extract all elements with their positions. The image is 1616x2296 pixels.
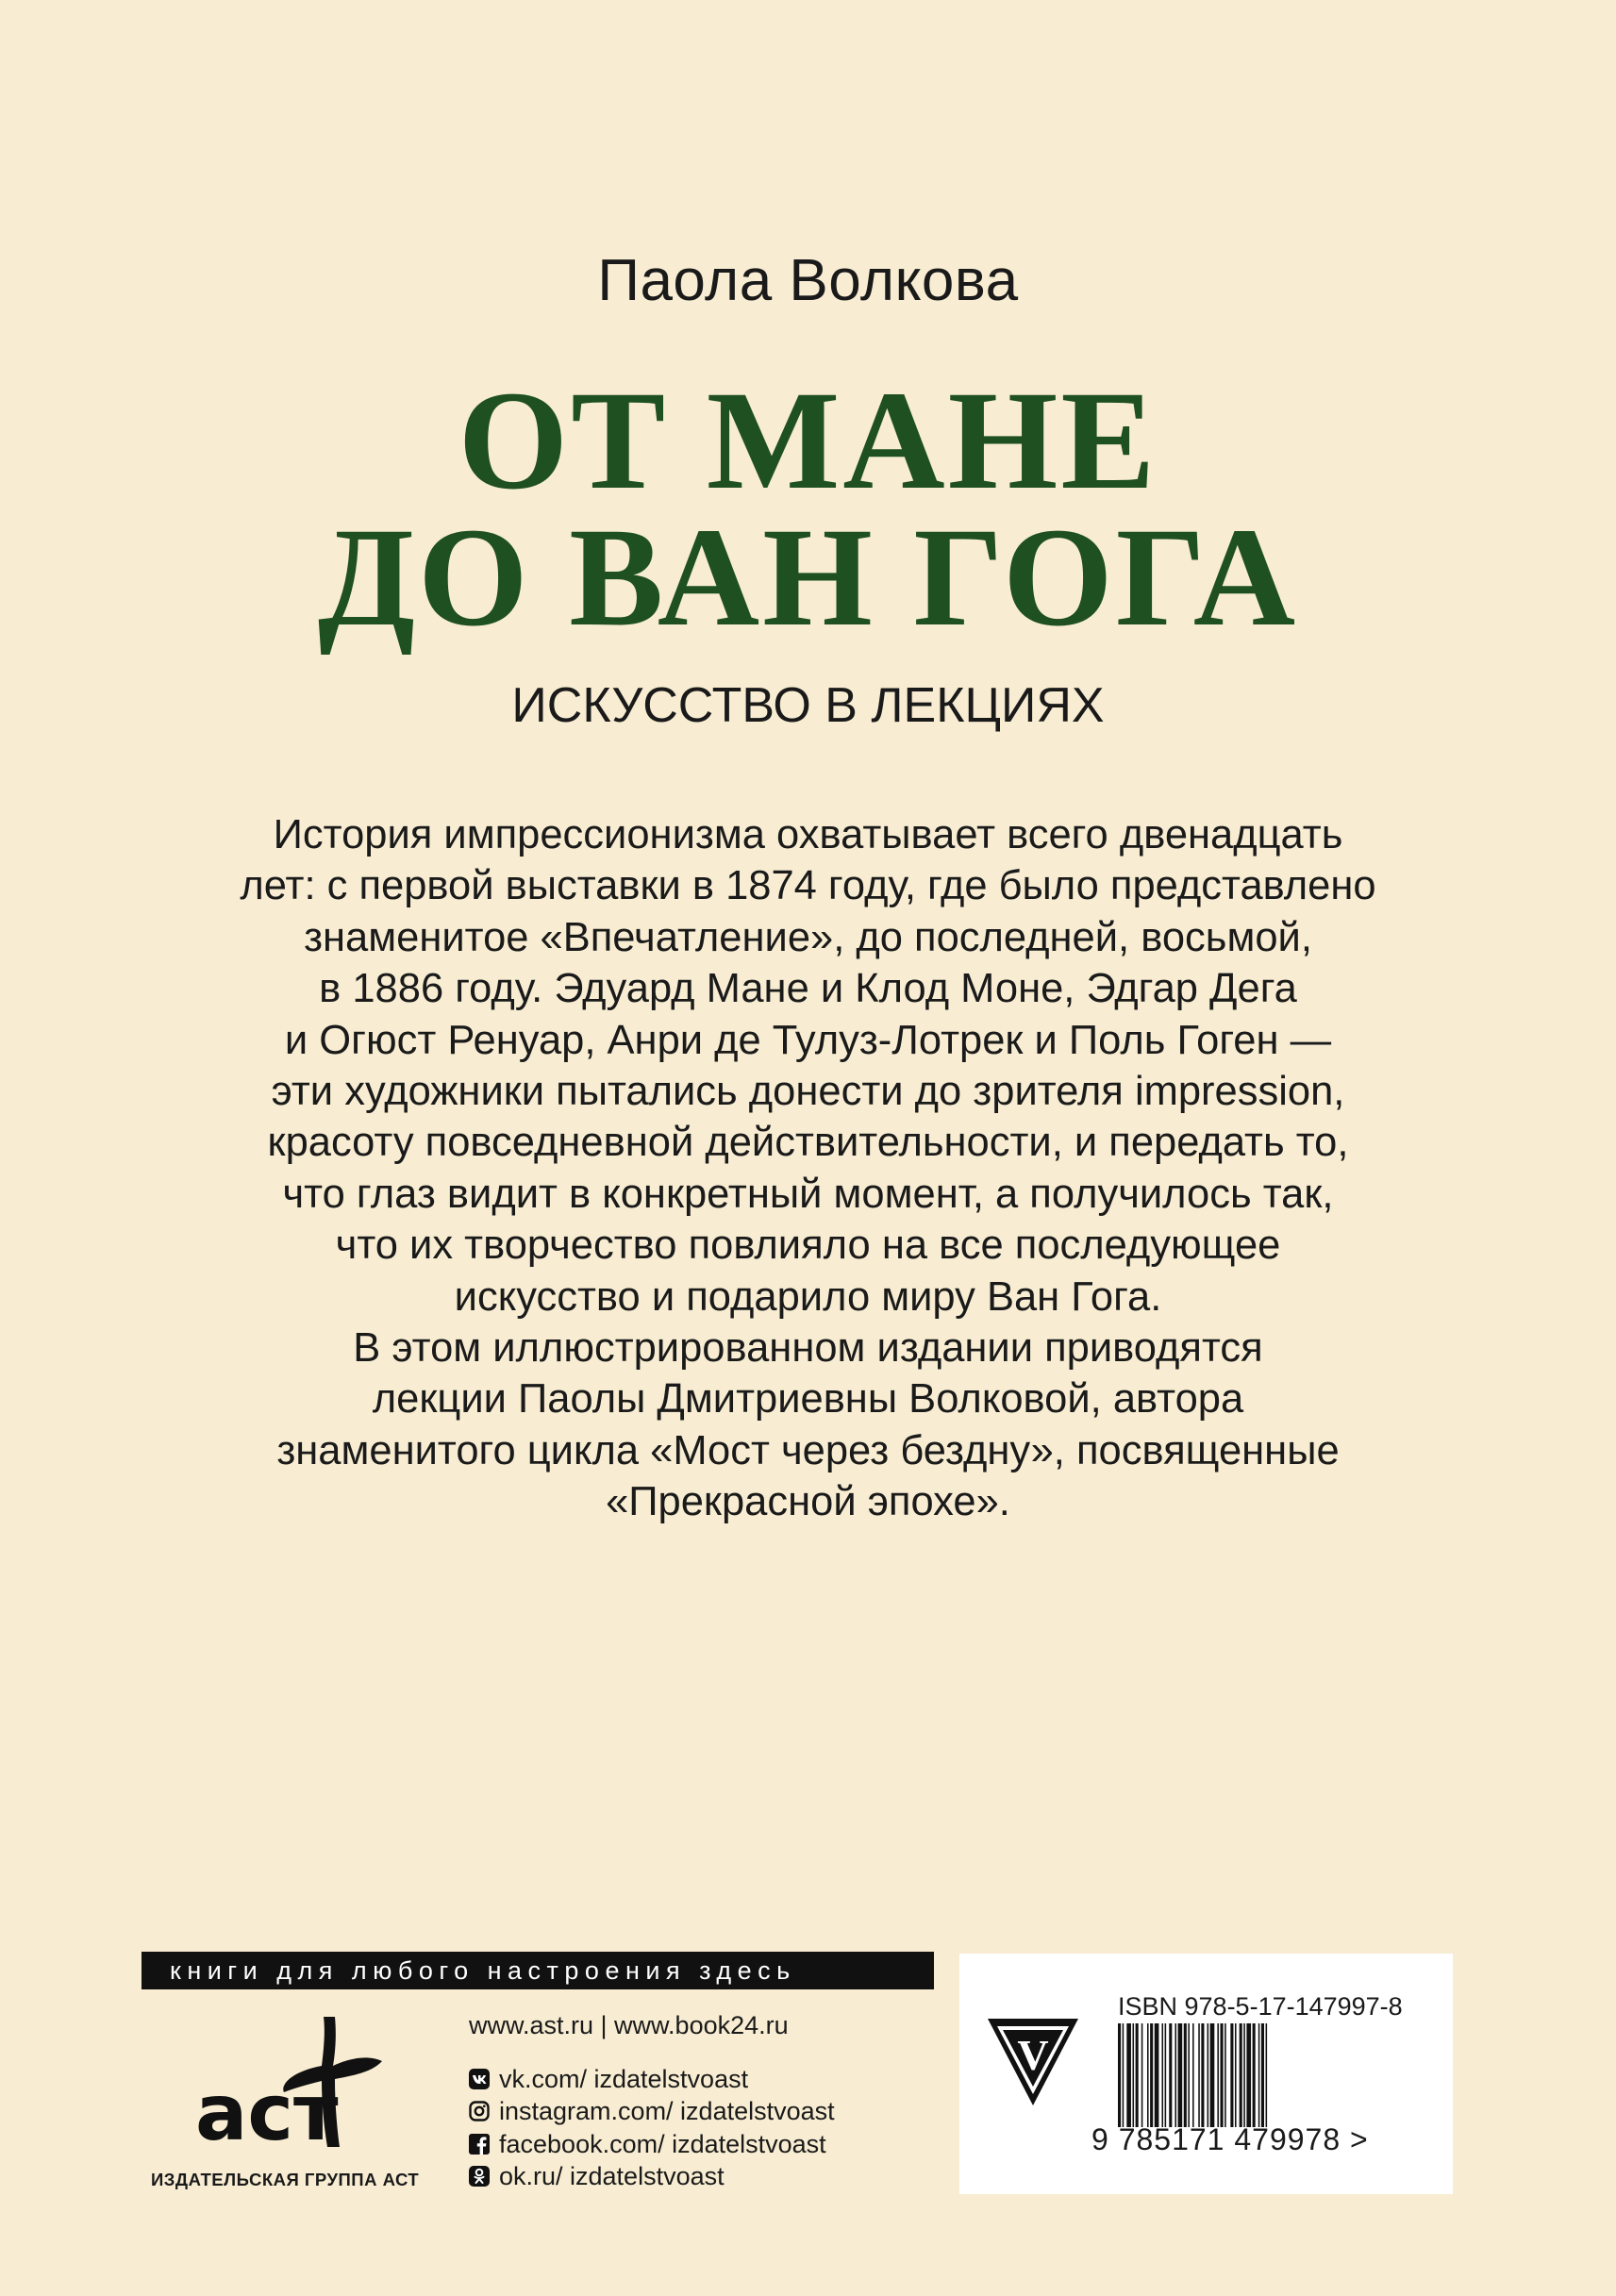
barcode-bar (1184, 2023, 1187, 2127)
barcode-bar (1150, 2023, 1153, 2127)
barcode-bar (1210, 2023, 1215, 2127)
social-link-ok[interactable] (469, 2160, 835, 2193)
ok-icon (469, 2166, 490, 2187)
description-line: лекции Паолы Дмитриевны Волковой, автора (372, 1376, 1244, 1423)
social-link-facebook[interactable] (469, 2128, 835, 2161)
description-line: «Прекрасной эпохе». (606, 1479, 1010, 1525)
social-link-instagram[interactable] (469, 2095, 835, 2128)
title-line-2: ДО ВАН ГОГА (317, 499, 1299, 656)
barcode-bar (1198, 2023, 1200, 2127)
barcode-bar (1258, 2023, 1260, 2127)
description-line: красоту повседневной действительности, и передать то, (267, 1120, 1349, 1166)
barcode-bar (1136, 2023, 1139, 2127)
barcode-bar (1175, 2023, 1176, 2127)
barcode-bar (1230, 2023, 1233, 2127)
description-line: в 1886 году. Эдуард Мане и Клод Моне, Эдгар Дега (319, 966, 1297, 1012)
barcode-bar (1188, 2023, 1190, 2127)
age-mark-triangle-icon (986, 2015, 1080, 2109)
barcode-bar (1266, 2023, 1268, 2127)
barcode-image (1118, 2023, 1391, 2127)
author-name: Паола Волкова (597, 248, 1019, 313)
barcode-bar (1133, 2023, 1135, 2127)
book-title (0, 362, 1616, 656)
social-link-label: vk.com/ izdatelstvoast (499, 2064, 749, 2093)
description-line: что их творчество повлияло на все последующее (335, 1223, 1281, 1269)
barcode-bar (1126, 2023, 1131, 2127)
description-line: История импрессионизма охватывает всего двенадцать (273, 812, 1343, 857)
description-line: В этом иллюстрированном издании приводятся (353, 1325, 1263, 1372)
barcode-bar (1192, 2023, 1194, 2127)
svg-text:аст: аст (195, 2069, 339, 2151)
vk-icon (469, 2069, 490, 2089)
instagram-icon (469, 2101, 490, 2121)
barcode-bar (1253, 2023, 1256, 2127)
description-line: знаменитого цикла «Мост через бездну», посвященные (276, 1427, 1340, 1473)
description-line: искусство и подарило миру Ван Гога. (454, 1273, 1162, 1320)
barcode-bar (1235, 2023, 1237, 2127)
social-link-vk[interactable] (469, 2063, 835, 2096)
publisher-links (469, 2009, 835, 2193)
description-line: эти художники пытались донести до зрителя impression, (271, 1069, 1345, 1115)
barcode-bar (1165, 2023, 1167, 2127)
social-link-label: ok.ru/ izdatelstvoast (499, 2162, 725, 2190)
barcode-bar (1243, 2023, 1245, 2127)
description-line: и Огюст Ренуар, Анри де Тулуз-Лотрек и Поль Гоген — (284, 1017, 1332, 1063)
description-line: лет: с первой выставки в 1874 году, где было представлено (240, 863, 1376, 909)
svg-text:V: V (1017, 2031, 1049, 2079)
facebook-icon (469, 2134, 490, 2155)
tagline-bar: книги для любого настроения здесь (142, 1952, 934, 1989)
barcode-bar (1123, 2023, 1125, 2127)
title-line-1: ОТ МАНЕ (458, 362, 1158, 519)
barcode-bar (1221, 2023, 1224, 2127)
barcode-bar (1162, 2023, 1164, 2127)
barcode-bar (1224, 2023, 1226, 2127)
ast-logo-icon (193, 2009, 401, 2151)
barcode-bar (1155, 2023, 1159, 2127)
barcode-bar (1118, 2023, 1121, 2127)
barcode-bar (1201, 2023, 1204, 2127)
barcode-bar (1147, 2023, 1149, 2127)
barcode-bar (1208, 2023, 1209, 2127)
barcode-bar (1240, 2023, 1242, 2127)
isbn-number: ISBN 978-5-17-147997-8 (1118, 1992, 1403, 2021)
barcode-bar (1178, 2023, 1183, 2127)
description-line: знаменитое «Впечатление», до последней, восьмой, (304, 914, 1312, 960)
barcode-digits: 9 785171 479978 > (1091, 2122, 1369, 2156)
book-subtitle: ИСКУССТВО В ЛЕКЦИЯХ (511, 678, 1105, 733)
barcode-bar (1217, 2023, 1219, 2127)
publisher-name: ИЗДАТЕЛЬСКАЯ ГРУППА АСТ (151, 2170, 420, 2189)
description-line: что глаз видит в конкретный момент, а получилось так, (282, 1171, 1334, 1217)
website-links[interactable]: www.ast.ru | www.book24.ru (469, 2011, 789, 2039)
barcode-bar (1141, 2023, 1143, 2127)
social-link-label: instagram.com/ izdatelstvoast (499, 2097, 835, 2125)
barcode-bar (1169, 2023, 1172, 2127)
description (151, 809, 1465, 1528)
social-link-label: facebook.com/ izdatelstvoast (499, 2129, 826, 2158)
barcode-bar (1246, 2023, 1251, 2127)
barcode-bar (1261, 2023, 1264, 2127)
